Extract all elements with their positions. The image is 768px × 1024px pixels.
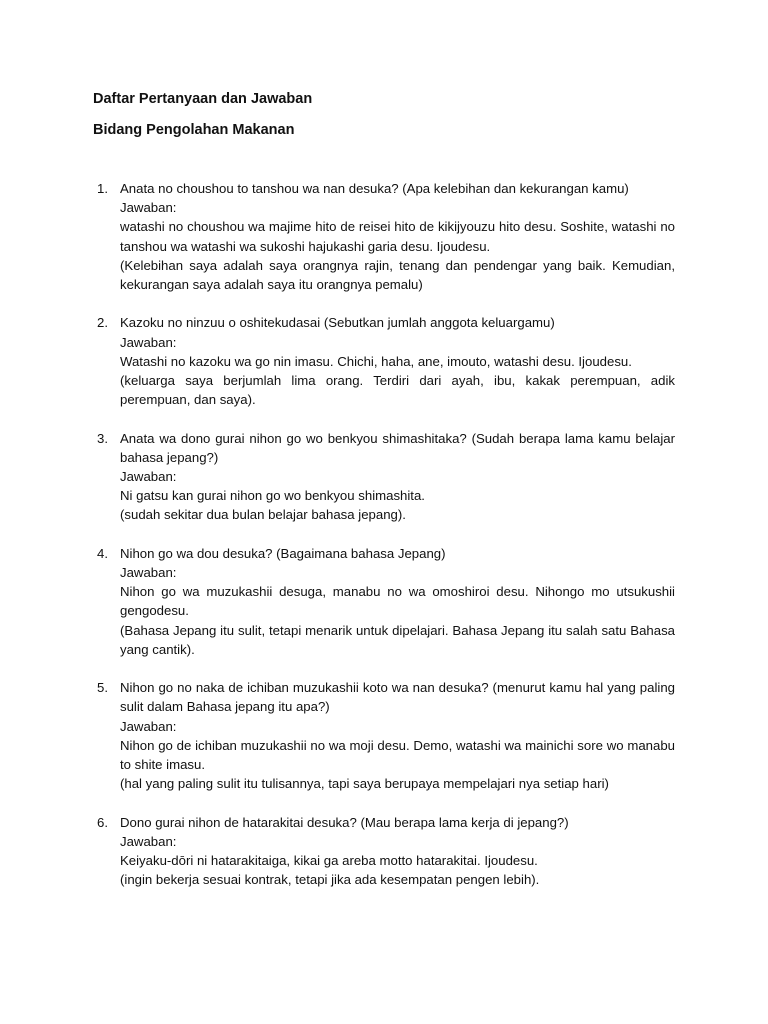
answer-text: watashi no choushou wa majime hito de reisei hito de kikijyouzu hito desu. Soshite, watashi no tanshou wa watashi wa sukoshi hajukashi garia desu. Ijoudesu. <box>120 219 675 254</box>
item-number: 4. <box>97 545 108 561</box>
qa-item <box>93 544 675 659</box>
qa-item <box>93 429 675 525</box>
answer-text: Keiyaku-dōri ni hatarakitaiga, kikai ga areba motto hatarakitai. Ijoudesu. <box>120 853 538 869</box>
document-subtitle: Bidang Pengolahan Makanan <box>93 122 295 138</box>
item-number: 3. <box>97 430 108 446</box>
question-text: Anata no choushou to tanshou wa nan desuka? (Apa kelebihan dan kekurangan kamu) <box>120 181 629 196</box>
answer-label: Jawaban: <box>120 718 177 734</box>
question-text: Anata wa dono gurai nihon go wo benkyou shimashitaka? (Sudah berapa lama kamu belajar bahasa jepang?) <box>120 430 675 465</box>
qa-item <box>93 313 675 409</box>
qa-item <box>93 678 675 793</box>
document-title: Daftar Pertanyaan dan Jawaban <box>93 91 313 107</box>
question-text: Nihon go wa dou desuka? (Bagaimana bahasa Jepang) <box>120 545 446 561</box>
answer-text: Ni gatsu kan gurai nihon go wo benkyou shimashita. <box>120 488 425 504</box>
question-text: Nihon go no naka de ichiban muzukashii koto wa nan desuka? (menurut kamu hal yang paling sulit dalam Bahasa jepang itu apa?) <box>120 680 675 715</box>
answer-label: Jawaban: <box>120 200 177 216</box>
translation-text: (hal yang paling sulit itu tulisannya, tapi saya berupaya mempelajari nya setiap hari) <box>120 776 609 792</box>
answer-label: Jawaban: <box>120 469 177 485</box>
translation-text: (Kelebihan saya adalah saya orangnya rajin, tenang dan pendengar yang baik. Kemudian, kekurangan saya adalah saya itu orangnya pemalu) <box>120 257 675 293</box>
translation-text: (Bahasa Jepang itu sulit, tetapi menarik untuk dipelajari. Bahasa Jepang itu salah satu Bahasa yang cantik). <box>120 622 675 657</box>
answer-text: Nihon go wa muzukashii desuga, manabu no wa omoshiroi desu. Nihongo mo utsukushii gengodesu. <box>120 584 675 619</box>
item-number: 1. <box>97 181 108 196</box>
answer-label: Jawaban: <box>120 334 177 350</box>
item-number: 5. <box>97 680 108 696</box>
qa-item <box>93 813 675 890</box>
translation-text: (ingin bekerja sesuai kontrak, tetapi jika ada kesempatan pengen lebih). <box>120 872 540 888</box>
item-number: 6. <box>97 814 108 830</box>
answer-text: Watashi no kazoku wa go nin imasu. Chichi, haha, ane, imouto, watashi desu. Ijoudesu. <box>120 353 632 369</box>
translation-text: (sudah sekitar dua bulan belajar bahasa jepang). <box>120 507 406 523</box>
answer-text: Nihon go de ichiban muzukashii no wa moji desu. Demo, watashi wa mainichi sore wo manabu to shite imasu. <box>120 737 675 773</box>
answer-label: Jawaban: <box>120 565 177 581</box>
answer-label: Jawaban: <box>120 833 177 849</box>
item-number: 2. <box>97 315 108 331</box>
question-text: Kazoku no ninzuu o oshitekudasai (Sebutkan jumlah anggota keluargamu) <box>120 315 555 331</box>
translation-text: (keluarga saya berjumlah lima orang. Terdiri dari ayah, ibu, kakak perempuan, adik perempuan, dan saya). <box>120 373 675 408</box>
question-answer-list <box>93 179 675 889</box>
qa-item <box>93 179 675 294</box>
question-text: Dono gurai nihon de hatarakitai desuka? (Mau berapa lama kerja di jepang?) <box>120 814 569 830</box>
